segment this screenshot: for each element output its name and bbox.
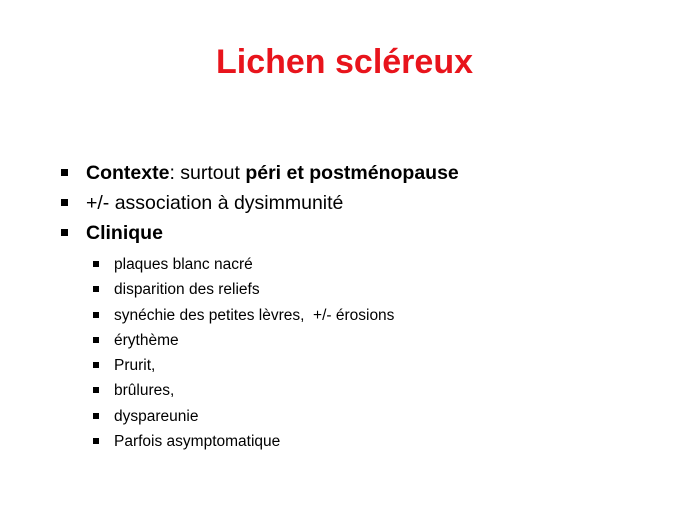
sub-list-item: [58, 378, 678, 403]
square-bullet-icon: [93, 413, 99, 419]
contexte-value: péri et postménopause: [245, 162, 459, 184]
sub-list-item: [58, 404, 678, 429]
square-bullet-icon: [93, 387, 99, 393]
sub-item-text: dyspareunie: [114, 407, 199, 425]
square-bullet-icon: [61, 199, 68, 206]
contexte-connector: : surtout: [169, 162, 246, 184]
sub-item-text: synéchie des petites lèvres, +/- érosions: [114, 306, 395, 324]
sub-item-text: Prurit,: [114, 357, 156, 375]
square-bullet-icon: [93, 312, 99, 318]
square-bullet-icon: [61, 229, 68, 236]
sub-item-text: disparition des reliefs: [114, 281, 260, 299]
square-bullet-icon: [93, 362, 99, 368]
sub-item-text: brûlures,: [114, 382, 175, 400]
sub-item-text: Parfois asymptomatique: [114, 433, 281, 451]
sub-list-item: [58, 252, 678, 277]
square-bullet-icon: [93, 286, 99, 292]
sub-item-text: érythème: [114, 331, 179, 349]
contexte-label: Contexte: [86, 162, 170, 184]
sub-list-item: [58, 303, 678, 328]
clinique-heading: Clinique: [86, 222, 163, 244]
square-bullet-icon: [61, 169, 68, 176]
list-item: [58, 188, 678, 218]
slide-title: Lichen scléreux: [215, 43, 473, 81]
square-bullet-icon: [93, 337, 99, 343]
sub-list-item: [58, 429, 678, 454]
sub-list-item: [58, 353, 678, 378]
sub-list-item: [58, 277, 678, 302]
square-bullet-icon: [93, 438, 99, 444]
sub-list-item: [58, 328, 678, 353]
bullet-list: [58, 158, 678, 454]
association-text: +/- association à dysimmunité: [86, 192, 344, 214]
square-bullet-icon: [93, 261, 99, 267]
list-item: [58, 158, 678, 188]
list-item: [58, 218, 678, 248]
sub-item-text: plaques blanc nacré: [114, 256, 253, 273]
